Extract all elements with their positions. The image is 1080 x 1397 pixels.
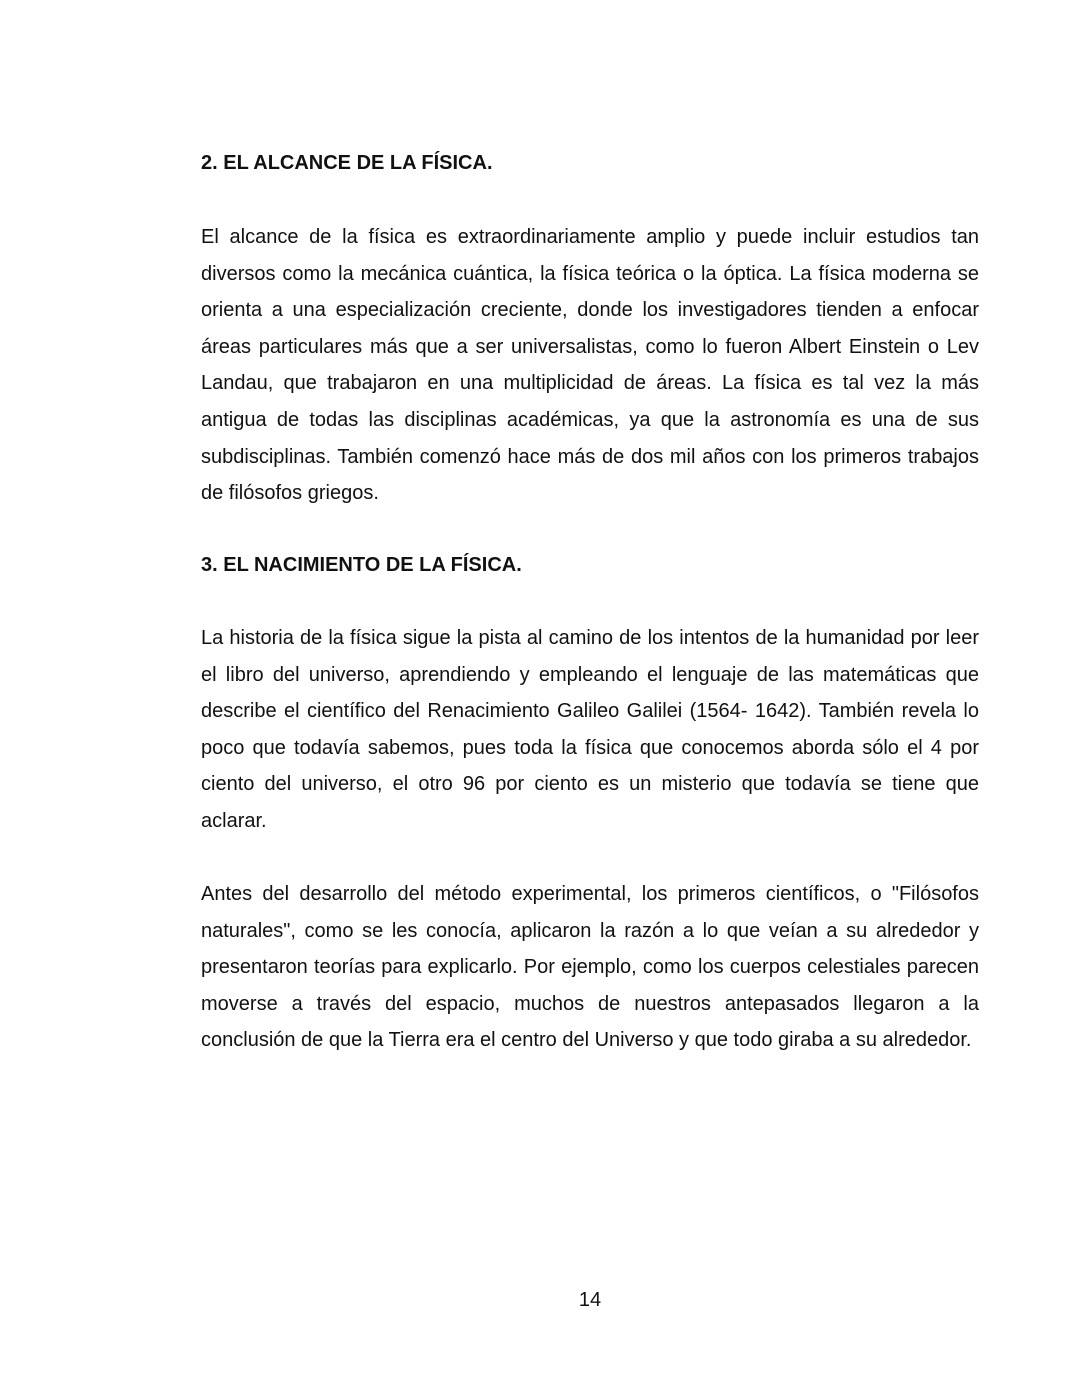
paragraph-historia: La historia de la física sigue la pista al camino de los intentos de la humanidad por leer el libro del universo, aprendiendo y empleando el lenguaje de las matemáticas que describe el científico del Renacimiento Galileo Galilei (1564- 1642). También revela lo poco que todavía sabemos, pues toda la física que conocemos aborda sólo el 4 por ciento del universo, el otro 96 por ciento es un misterio que todavía se tiene que aclarar. xyxy=(201,627,979,832)
section-heading-alcance: 2. EL ALCANCE DE LA FÍSICA. xyxy=(201,152,493,174)
section-heading-nacimiento: 3. EL NACIMIENTO DE LA FÍSICA. xyxy=(201,554,522,576)
paragraph-filosofos-naturales: Antes del desarrollo del método experimental, los primeros científicos, o "Filósofos naturales", como se les conocía, aplicaron la razón a lo que veían a su alrededor y presentaron teorías para explicarlo. Por ejemplo, como los cuerpos celestiales parecen moverse a través del espacio, muchos de nuestros antepasados llegaron a la conclusión de que la Tierra era el centro del Universo y que todo giraba a su alrededor. xyxy=(201,883,979,1052)
paragraph-alcance: El alcance de la física es extraordinariamente amplio y puede incluir estudios tan diversos como la mecánica cuántica, la física teórica o la óptica. La física moderna se orienta a una especialización creciente, donde los investigadores tienden a enfocar áreas particulares más que a ser universalistas, como lo fueron Albert Einstein o Lev Landau, que trabajaron en una multiplicidad de áreas. La física es tal vez la más antigua de todas las disciplinas académicas, ya que la astronomía es una de sus subdisciplinas. También comenzó hace más de dos mil años con los primeros trabajos de filósofos griegos. xyxy=(201,226,979,505)
page-number: 14 xyxy=(578,1289,602,1311)
